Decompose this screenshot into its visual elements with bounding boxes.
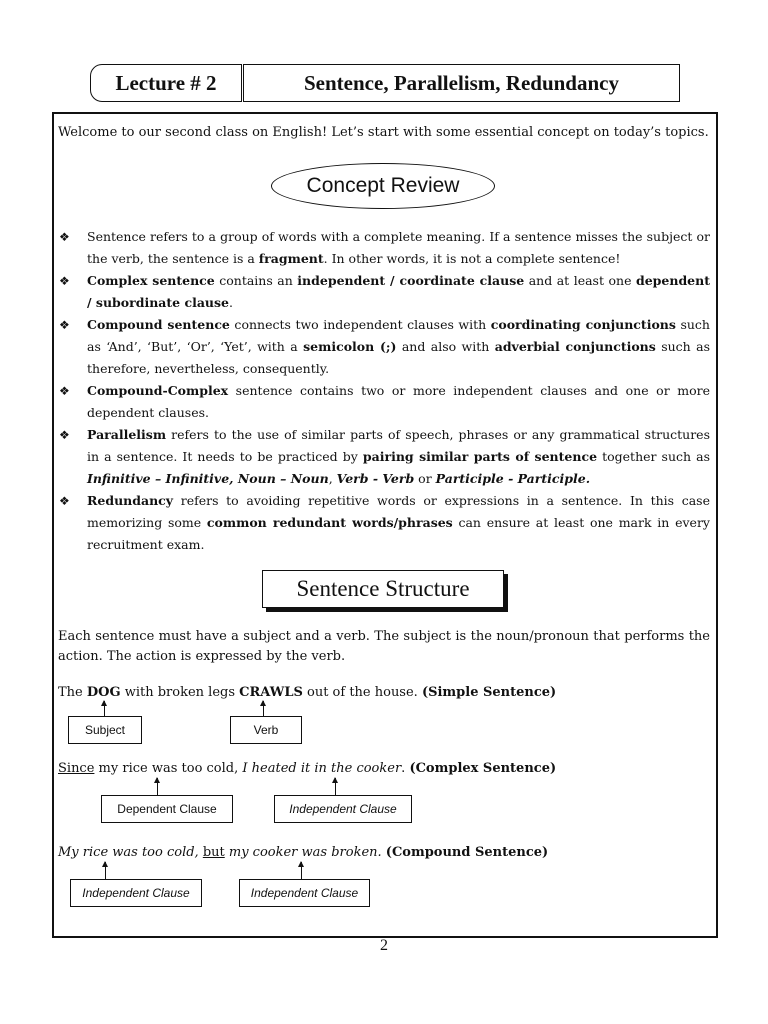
example-simple-sentence [58,684,556,702]
text-segment: I heated it in the cooker [242,761,402,776]
example-text [58,845,548,860]
example-complex-sentence [58,760,556,778]
intro-paragraph: Welcome to our second class on English! Let’s start with some essential concept on today’s topics. [58,125,709,140]
example-text [58,685,556,700]
text-segment: and also with [396,339,495,354]
text-segment: pairing similar parts of sentence [362,449,598,464]
diamond-bullet-icon: ❖ [59,384,70,398]
text-segment: and at least one [524,273,636,288]
label-independent-clause: Independent Clause [239,879,370,907]
label-subject: Subject [68,716,142,744]
label-verb: Verb [230,716,302,744]
text-segment: independent / coordinate clause [297,273,525,288]
text-segment: such as therefore, nevertheless, consequently. [87,339,710,376]
text-segment: CRAWLS [239,685,303,700]
bullet-complex-sentence [58,270,710,314]
arrow-up-icon [301,862,302,879]
text-segment: can ensure at least one mark in every recruitment exam. [87,515,710,552]
text-segment: my cooker was broken. [228,845,382,860]
bullet-sentence [58,226,710,270]
text-segment: sentence contains two or more independent clauses and one or more dependent clauses. [87,383,710,420]
diamond-bullet-icon: ❖ [59,318,70,332]
text-segment: refers to avoiding repetitive words or expressions in a sentence. In this case memorizing some [87,493,710,530]
label-dependent-clause: Dependent Clause [101,795,233,823]
label-independent-clause: Independent Clause [274,795,412,823]
text-segment: . [229,295,233,310]
label-independent-clause: Independent Clause [70,879,202,907]
text-segment: Verb - Verb [336,471,415,486]
bullet-compound-complex [58,380,710,424]
text-segment: (Complex Sentence) [409,761,557,776]
bullet-compound-sentence [58,314,710,380]
diamond-bullet-icon: ❖ [59,274,70,288]
text-segment: contains an [214,273,298,288]
text-segment: Infinitive – Infinitive, Noun – Noun [87,471,329,486]
text-segment: Compound-Complex [87,383,229,398]
concept-bullet-list [58,226,710,556]
arrow-up-icon [104,701,105,717]
text-segment: Complex sentence [87,273,215,288]
text-segment: common redundant words/phrases [206,515,453,530]
text-segment: Sentence refers to a group of words with a complete meaning. If a sentence misses the subject or the verb, the sentence is a [87,229,710,266]
diamond-bullet-icon: ❖ [59,230,70,244]
text-segment: coordinating conjunctions [490,317,676,332]
bullet-text [87,229,710,266]
arrow-up-icon [157,778,158,795]
arrow-up-icon [263,701,264,717]
text-segment: Redundancy [87,493,174,508]
bullet-text [87,493,710,552]
arrow-up-icon [335,778,336,795]
text-segment: Compound sentence [87,317,230,332]
text-segment: fragment [258,251,324,266]
text-segment: connects two independent clauses with [229,317,491,332]
text-segment: refers to the use of similar parts of speech, phrases or any grammatical structures in a sentence. It needs to be practiced by [87,427,710,464]
text-segment: , [328,471,337,486]
concept-review-heading: Concept Review [271,163,495,209]
text-segment: my rice was too cold, [94,761,243,776]
structure-intro: Each sentence must have a subject and a verb. The subject is the noun/pronoun that performs the action. The action is expressed by the verb. [58,629,710,664]
text-segment: . In other words, it is not a complete sentence! [323,251,621,266]
text-segment: such as ‘And’, ‘But’, ‘Or’, ‘Yet’, with a [87,317,710,354]
example-text [58,761,556,776]
text-segment: The [58,685,87,700]
text-segment: Participle - Participle. [435,471,591,486]
diamond-bullet-icon: ❖ [59,428,70,442]
text-segment: . [401,761,410,776]
bullet-text [87,383,710,420]
text-segment: semicolon (;) [303,339,397,354]
lecture-number: Lecture # 2 [90,64,242,102]
text-segment: Parallelism [87,427,167,442]
example-compound-sentence [58,844,548,862]
bullet-redundancy [58,490,710,556]
text-segment: Since [58,761,95,776]
text-segment: DOG [86,685,121,700]
page-number: 2 [380,937,388,954]
text-segment: but [202,845,225,860]
arrow-up-icon [105,862,106,879]
bullet-text [87,427,710,486]
bullet-parallelism [58,424,710,490]
page-title: Sentence, Parallelism, Redundancy [243,64,680,102]
sentence-structure-heading: Sentence Structure [262,570,504,608]
text-segment: with broken legs [120,685,240,700]
text-segment: out of the house. [302,685,422,700]
text-segment: My rice was too cold, [58,845,203,860]
text-segment: (Simple Sentence) [421,685,557,700]
bullet-text [87,317,710,376]
text-segment: adverbial conjunctions [494,339,656,354]
text-segment: together such as [597,449,711,464]
bullet-text [87,273,710,310]
text-segment: dependent / subordinate clause [87,273,710,310]
diamond-bullet-icon: ❖ [59,494,70,508]
text-segment: (Compound Sentence) [385,845,549,860]
text-segment: or [414,471,436,486]
